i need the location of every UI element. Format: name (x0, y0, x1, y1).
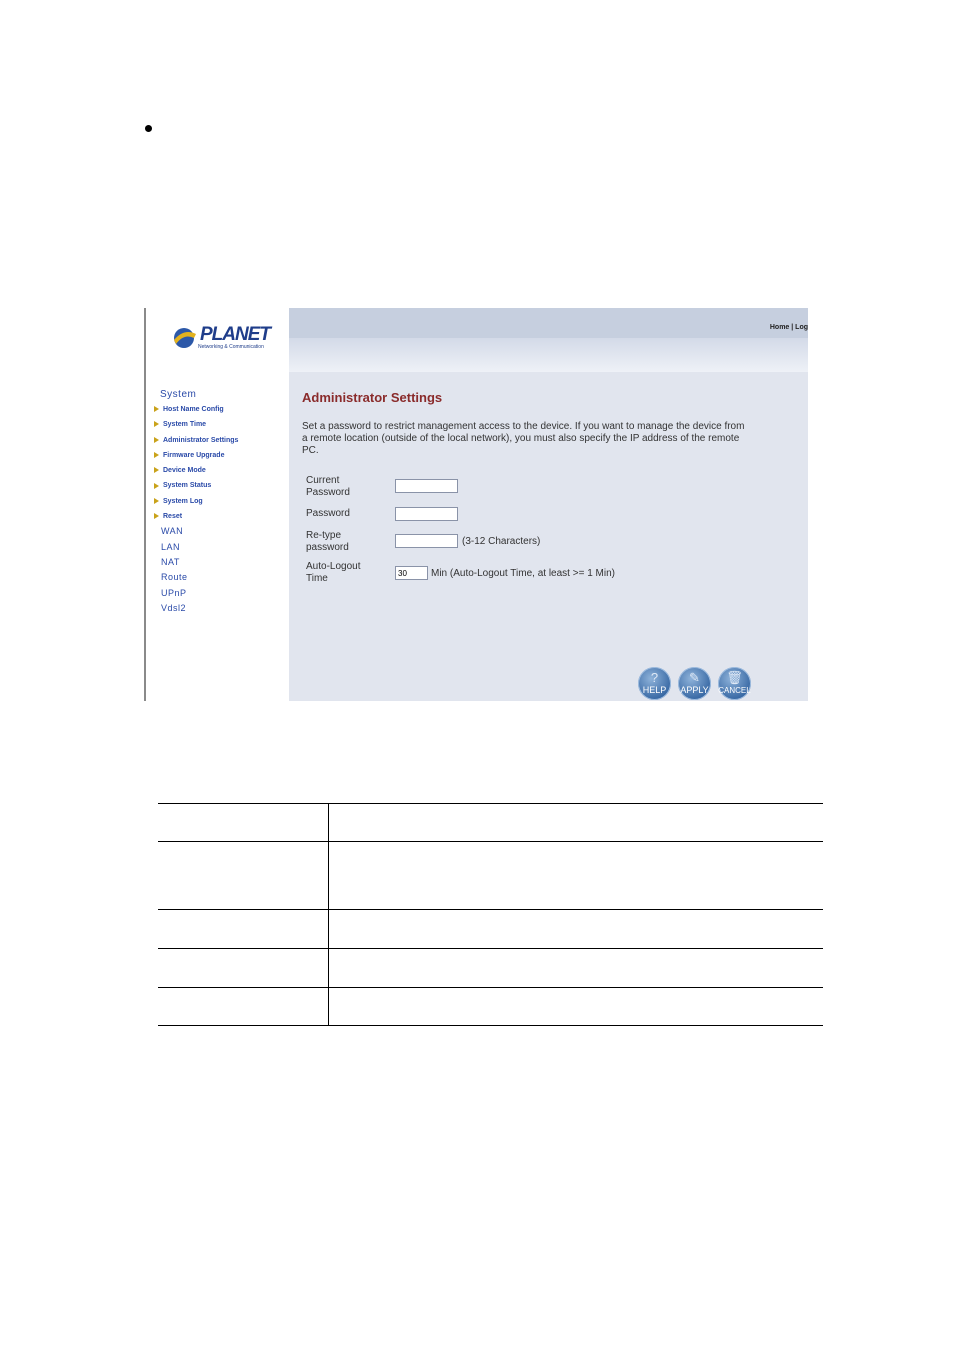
arrow-icon (154, 513, 159, 519)
arrow-icon (154, 452, 159, 458)
bullet-point (145, 125, 152, 132)
retype-password-label: Re-type password (306, 530, 349, 553)
sidebar-item-nat[interactable]: NAT (161, 556, 180, 567)
retype-hint: (3-12 Characters) (462, 536, 541, 547)
arrow-icon (154, 437, 159, 443)
page-title: Administrator Settings (302, 390, 443, 405)
sidebar-item-device-mode[interactable]: Device Mode (154, 463, 291, 478)
help-button[interactable]: ? HELP (638, 667, 671, 700)
password-input[interactable] (395, 507, 458, 521)
auto-logout-label: Auto-Logout Time (306, 561, 361, 584)
sidebar-item-host-name-config[interactable]: Host Name Config (154, 402, 291, 417)
planet-logo (172, 324, 272, 352)
sidebar (144, 308, 289, 701)
table-row (158, 842, 823, 910)
trash-icon: 🗑 (726, 670, 743, 685)
sidebar-item-lan[interactable]: LAN (161, 541, 181, 552)
table-cell (158, 804, 329, 842)
sidebar-item-administrator-settings[interactable]: Administrator Settings (154, 433, 291, 448)
sidebar-item-firmware-upgrade[interactable]: Firmware Upgrade (154, 448, 291, 463)
arrow-icon (154, 498, 159, 504)
table-row (158, 949, 823, 988)
current-password-label: Current Password (306, 475, 350, 498)
sidebar-item-system-time[interactable]: System Time (154, 417, 291, 432)
arrow-icon (154, 467, 159, 473)
current-password-input[interactable] (395, 479, 458, 493)
page-description: Set a password to restrict management access to the device. If you want to manage the device from a remote location (outside of the local network), you must also specify the IP address of the remote PC. (302, 421, 745, 456)
sidebar-item-upnp[interactable]: UPnP (161, 587, 187, 598)
table-cell (158, 910, 329, 949)
sidebar-item-vdsl2[interactable]: Vdsl2 (161, 602, 187, 613)
main-panel (289, 308, 808, 701)
table-cell (329, 949, 824, 988)
table-cell (329, 842, 824, 910)
table-cell (329, 910, 824, 949)
arrow-icon (154, 483, 159, 489)
sidebar-section-system[interactable]: System (160, 389, 197, 400)
sidebar-item-route[interactable]: Route (161, 572, 188, 583)
auto-logout-input[interactable] (395, 566, 428, 580)
sidebar-item-wan[interactable]: WAN (161, 526, 184, 537)
top-bar (289, 308, 808, 338)
globe-icon (172, 324, 198, 350)
router-screenshot (144, 308, 808, 701)
auto-logout-hint: Min (Auto-Logout Time, at least >= 1 Min) (431, 568, 615, 579)
apply-button[interactable]: ✎ APPLY (678, 667, 711, 700)
table-row (158, 804, 823, 842)
logo-tagline: Networking & Communication (198, 344, 264, 350)
sidebar-item-reset[interactable]: Reset (154, 509, 291, 524)
logo-text: PLANET (200, 324, 270, 345)
header-band (289, 338, 808, 372)
retype-password-input[interactable] (395, 534, 458, 548)
table-cell (158, 842, 329, 910)
table-cell (329, 988, 824, 1026)
sidebar-menu (146, 388, 291, 616)
table-cell (158, 988, 329, 1026)
table-row (158, 910, 823, 949)
question-icon: ? (650, 670, 659, 685)
header-links[interactable]: Home | Log (769, 324, 808, 331)
settings-table (158, 803, 823, 1026)
cancel-button[interactable]: 🗑 CANCEL (718, 667, 751, 700)
arrow-icon (154, 421, 159, 427)
password-label: Password (306, 508, 350, 519)
sidebar-item-system-log[interactable]: System Log (154, 494, 291, 509)
sidebar-item-system-status[interactable]: System Status (154, 478, 291, 493)
table-cell (329, 804, 824, 842)
arrow-icon (154, 406, 159, 412)
apply-icon: ✎ (689, 670, 700, 685)
table-row (158, 988, 823, 1026)
table-cell (158, 949, 329, 988)
